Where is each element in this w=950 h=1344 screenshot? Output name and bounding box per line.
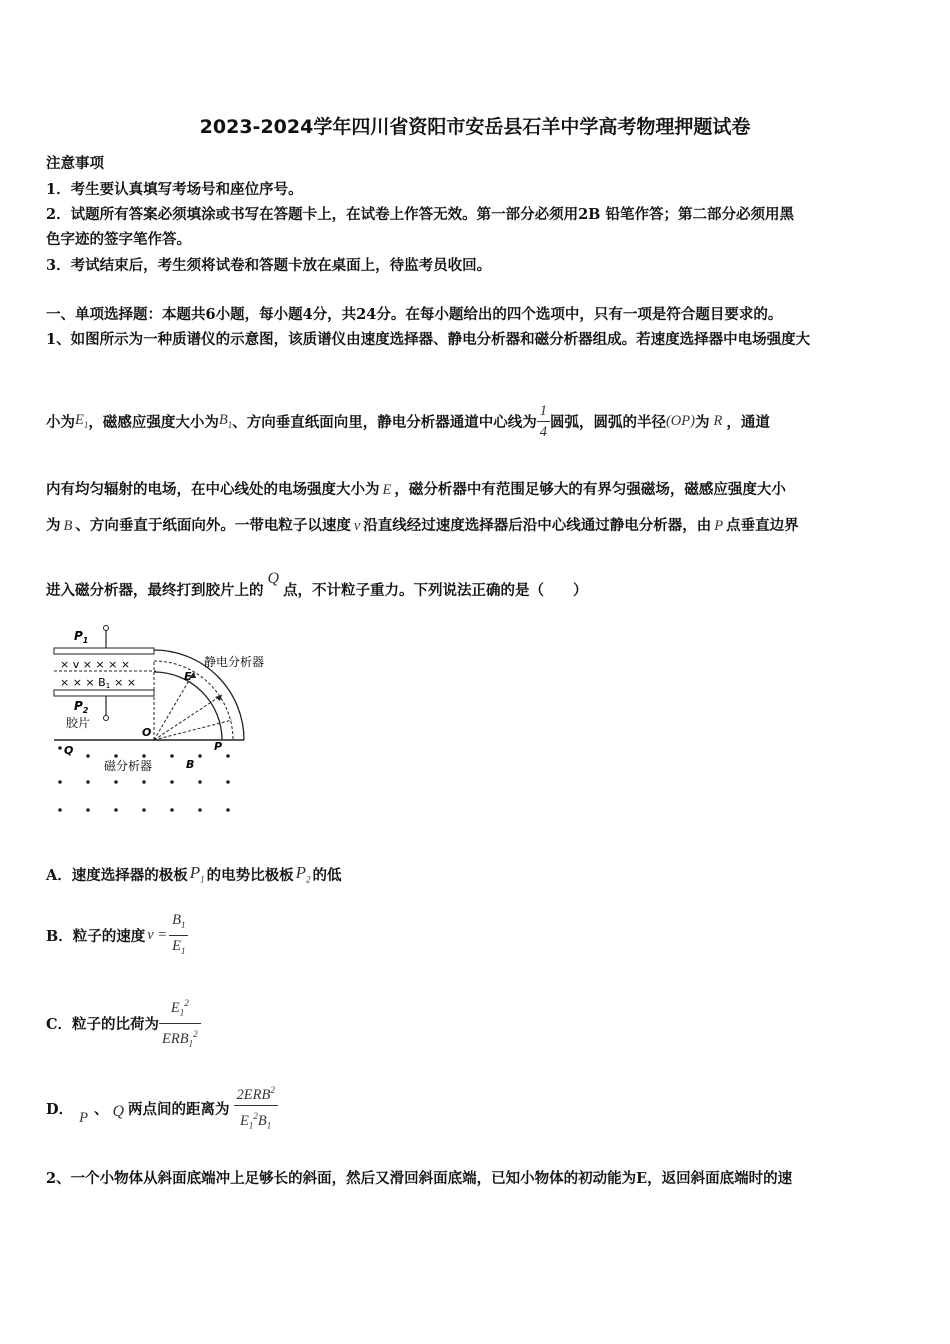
label-P1: $P_1$ [74,629,89,645]
q1-line-1: 1、如图所示为一种质谱仪的示意图，该质谱仪由速度选择器、静电分析器和磁分析器组成。若速度选择器中电场强度大 [46,331,811,348]
notice-heading: 注意事项 [46,155,104,172]
label-magnetic-analyzer: 磁分析器 [104,759,153,773]
label-P: P [214,740,223,753]
notice-item-2-cont: 色字迹的签字笔作答。 [46,231,191,248]
notice-item-1: 1．考生要认真填写考场号和座位序号。 [46,181,303,198]
option-D[interactable]: D． P 、 Q 两点间的距离为 $\frac{2ERB^2}{E_1^2B_1}$ [46,1080,278,1136]
symbol-OP: (OP) [665,412,695,429]
symbol-E1: $E_1$ [75,412,89,430]
symbol-P: P [714,518,724,534]
plate-P2 [54,690,154,696]
magnetic-field-dots [58,746,230,812]
label-P2: $P_2$ [74,699,89,715]
cross-row-2: × × × B1 × × [60,676,137,690]
label-O: O [142,726,152,739]
option-C[interactable]: C．粒子的比荷为 $\frac{E_1^2}{ERB_1^2}$ [46,995,201,1051]
option-A[interactable]: A．速度选择器的极板 $P_1$ 的电势比极板 $P_2$ 的低 [46,863,342,885]
fraction-quarter: $\frac{1}{4}$ [537,401,550,442]
q1-line-4: 为 B 、方向垂直于纸面向外。一带电粒子以速度 v 沿直线经过速度选择器后沿中心线通过静电分析器，由 P 点垂直边界 [46,517,799,534]
section-heading: 一、单项选择题：本题共6小题，每小题4分，共24分。在每小题给出的四个选项中，只有一项是符合题目要求的。 [46,306,783,323]
notice-item-3: 3．考试结束后，考生须将试卷和答题卡放在桌面上，待监考员收回。 [46,257,492,274]
symbol-R: R [713,412,723,429]
label-B: B [186,758,195,771]
label-electrostatic-analyzer: 静电分析器 [204,655,265,669]
symbol-Q: Q [267,570,280,587]
notice-item-2: 2．试题所有答案必须填涂或书写在答题卡上，在试卷上作答无效。第一部分必须用2B 铅笔作答；第二部分必须用黑 [46,206,794,223]
q1-line-3: 内有均匀辐射的电场，在中心线处的电场强度大小为 E ，磁分析器中有范围足够大的有界匀强磁场，磁感应强度大小 [46,481,786,498]
option-B[interactable]: B．粒子的速度 v = $\frac{B_1}{E_1}$ [46,910,188,960]
q2-line-1: 2、一个小物体从斜面底端冲上足够长的斜面，然后又滑回斜面底端，已知小物体的初动能为E，返回斜面底端时的速 [46,1170,793,1187]
plate-P1 [54,648,154,654]
symbol-B1: $B_1$ [218,412,233,430]
cross-row-1: × v × × × × [60,658,131,671]
q1-line-5: 进入磁分析器，最终打到胶片上的 Q 点，不计粒子重力。下列说法正确的是（ ） [46,570,588,599]
symbol-B: B [63,518,73,534]
symbol-E: E [382,482,392,498]
label-E: E [184,670,192,683]
symbol-v: v [353,518,361,534]
q1-line-2: 小为 $E_1$ ，磁感应强度大小为 $B_1$ 、方向垂直纸面向里，静电分析器通道中心线为 $\frac{1}{4}$ 圆弧，圆弧的半径 (OP) 为 R ，通道 [46,402,770,440]
label-film: 胶片 [66,716,91,730]
mass-spectrometer-figure [44,620,294,820]
page-title: 2023-2024学年四川省资阳市安岳县石羊中学高考物理押题试卷 [199,116,751,138]
label-Q: Q [64,744,74,757]
